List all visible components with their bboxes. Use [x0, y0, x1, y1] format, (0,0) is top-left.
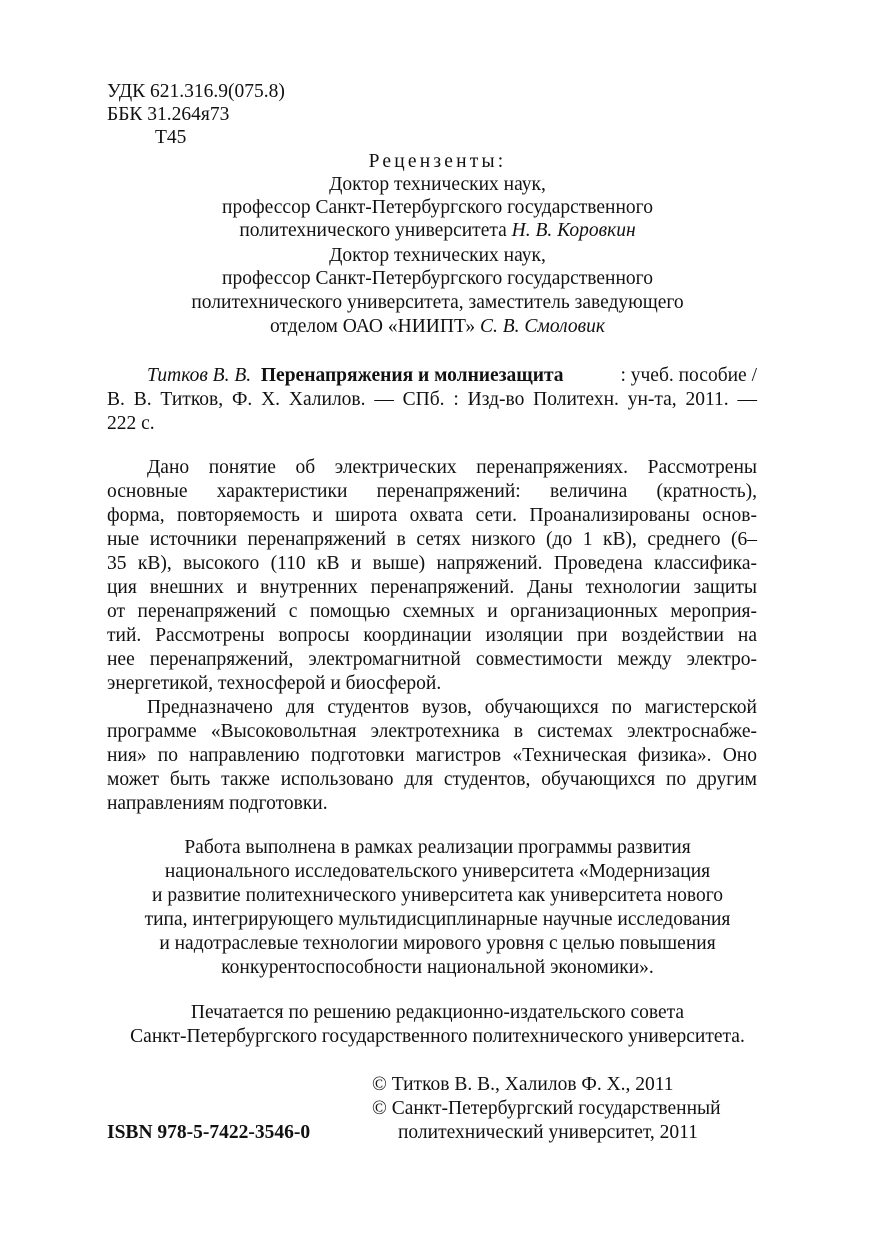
abstract-p2-line: программе «Высоковольтная электротехника в системах электроснабже-	[107, 721, 757, 742]
citation-type: : учеб. пособие /	[620, 365, 757, 386]
author-mark: Т45	[155, 127, 187, 148]
bbk-code: ББК 31.264я73	[107, 104, 230, 125]
citation-title: Перенапряжения и молниезащита	[260, 365, 564, 386]
udk-code: УДК 621.316.9(075.8)	[107, 81, 285, 102]
abstract-p2-line: ния» по направлению подготовки магистров «Техническая физика». Оно	[107, 745, 757, 766]
abstract-p1-line: тий. Рассмотрены вопросы координации изоляции при воздействии на	[107, 625, 757, 646]
reviewer2-affiliation	[0, 315, 875, 338]
abstract-p1-line: Дано понятие об электрических перенапряжениях. Рассмотрены	[147, 457, 757, 478]
citation-author: Титков В. В.	[147, 365, 252, 386]
program-line: национального исследовательского университета «Модернизация	[164, 861, 711, 882]
program-line: типа, интегрирующего мультидисциплинарные научные исследования	[144, 909, 731, 930]
reviewer1-position: профессор Санкт-Петербургского государственного	[222, 197, 653, 218]
citation-line-2: В. В. Титков, Ф. Х. Халилов. — СПб. : Изд-во Политехн. ун-та, 2011. —	[107, 389, 757, 410]
program-line: конкурентоспособности национальной экономики».	[221, 957, 654, 978]
program-line: и развитие политехнического университета как университета нового	[152, 885, 723, 906]
reviewer2-name: С. В. Смоловик	[479, 316, 605, 337]
copyright-university-cont: политехнический университет, 2011	[398, 1122, 698, 1143]
reviewer1-affiliation	[0, 219, 875, 242]
citation-pages: 222 с.	[107, 413, 155, 434]
copyright-authors: © Титков В. В., Халилов Ф. Х., 2011	[372, 1074, 674, 1095]
abstract-p1-line: ция внешних и внутренних перенапряжений. Даны технологии защиты	[107, 577, 757, 598]
reviewer2-department: отделом ОАО «НИИПТ»	[270, 316, 476, 337]
abstract-p1-line: ные источники перенапряжений в сетях низкого (до 1 кВ), среднего (6–	[107, 529, 757, 550]
abstract-p2-line: направлениям подготовки.	[107, 793, 328, 814]
program-line: и надотраслевые технологии мирового уровня с целью повышения	[159, 933, 716, 954]
isbn: ISBN 978-5-7422-3546-0	[107, 1122, 311, 1143]
reviewer2-degree: Доктор технических наук,	[329, 245, 546, 266]
reviewer1-university: политехнического университета	[239, 220, 507, 241]
abstract-p1-line: нее перенапряжений, электромагнитной совместимости между электро-	[107, 649, 757, 670]
abstract-p2-line: может быть также использовано для студентов, обучающихся по другим	[107, 769, 757, 790]
abstract-p1-line: энергетикой, техносферой и биосферой.	[107, 673, 442, 694]
reviewer1-name: Н. В. Коровкин	[511, 220, 636, 241]
print-decision-line: Санкт-Петербургского государственного политехнического университета.	[130, 1026, 745, 1047]
abstract-p1-line: от перенапряжений с помощью схемных и организационных мероприя-	[107, 601, 757, 622]
copyright-university: © Санкт-Петербургский государственный	[372, 1098, 721, 1119]
reviewer2-position: профессор Санкт-Петербургского государственного	[222, 268, 653, 289]
program-line: Работа выполнена в рамках реализации программы развития	[184, 837, 691, 858]
abstract-p1-line: основные характеристики перенапряжений: величина (кратность),	[107, 481, 757, 502]
abstract-p1-line: форма, повторяемость и широта охвата сети. Проанализированы основ-	[107, 505, 757, 526]
abstract-p2-line: Предназначено для студентов вузов, обучающихся по магистерской	[147, 697, 757, 718]
print-decision-line: Печатается по решению редакционно-издательского совета	[190, 1002, 685, 1023]
reviewer1-degree: Доктор технических наук,	[329, 174, 546, 195]
reviewer2-university: политехнического университета, заместитель заведующего	[191, 292, 684, 313]
reviewers-heading: Рецензенты:	[368, 151, 507, 172]
abstract-p1-line: 35 кВ), высокого (110 кВ и выше) напряжений. Проведена классифика-	[107, 553, 757, 574]
citation-line-1	[147, 364, 757, 387]
